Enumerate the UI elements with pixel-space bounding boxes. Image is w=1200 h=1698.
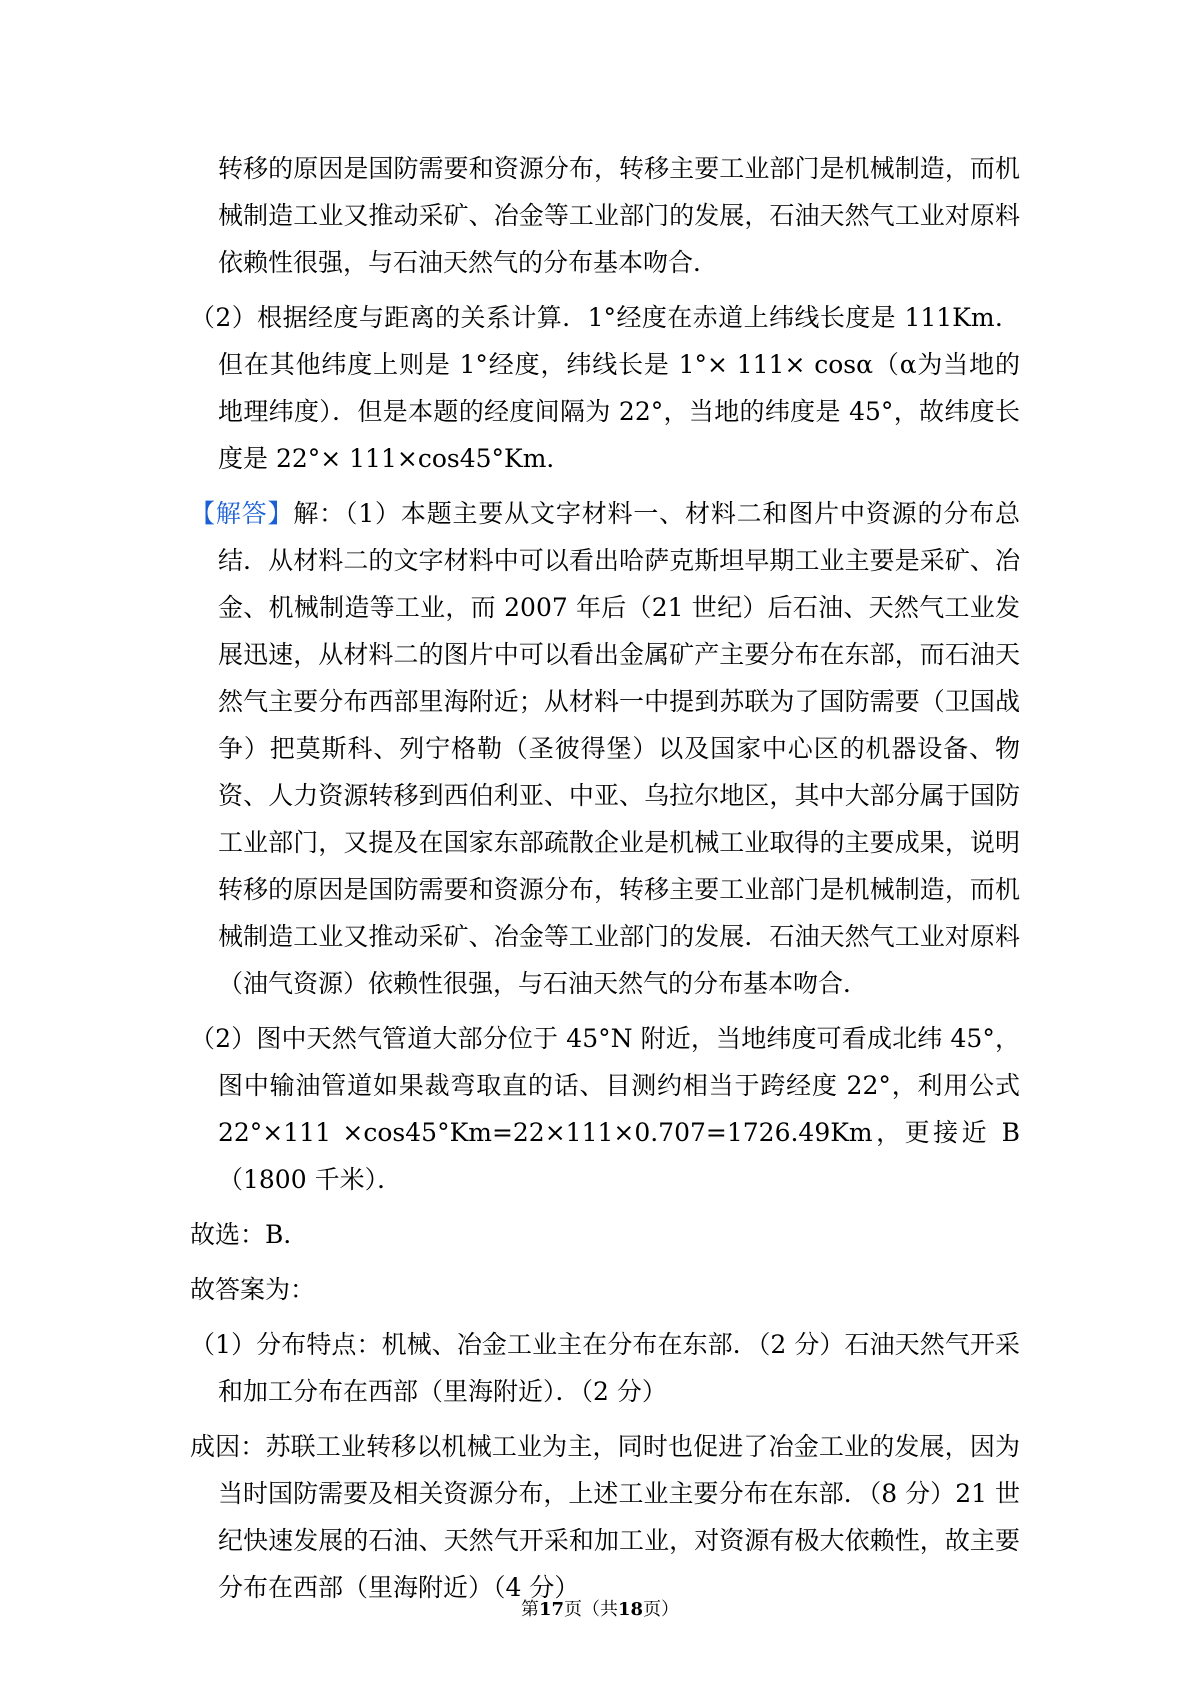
solution-part-1-text: 解：（1）本题主要从文字材料一、材料二和图片中资源的分布总结．从材料二的文字材料中可以看出哈萨克斯坦早期工业主要是采矿、冶金、机械制造等工业，而 2007 年后（21 世纪）后石油、天然气工业发展迅速，从材料二的图片中可以看出金属矿产主要分布在东部，而石油天然气主要分布西部里海附近；从材料一中提到苏联为了国防需要（卫国战争）把莫斯科、列宁格勒（圣彼得堡）以及国家中心区的机器设备、物资、人力资源转移到西伯利亚、中亚、乌拉尔地区，其中大部分属于国防工业部门，又提及在国家东部疏散企业是机械工业取得的主要成果，说明转移的原因是国防需要和资源分布，转移主要工业部门是机械制造，而机械制造工业又推动采矿、冶金等工业部门的发展．石油天然气工业对原料（油气资源）依赖性很强，与石油天然气的分布基本吻合．	[218, 499, 1020, 998]
footer-suffix: 页）	[643, 1599, 680, 1620]
paragraph-answer-heading: 故答案为：	[190, 1275, 316, 1304]
paragraph-solution-part-2: （2）图中天然气管道大部分位于 45°N 附近，当地纬度可看成北纬 45°，图中输油管道如果裁弯取直的话、目测约相当于跨经度 22°，利用公式 22°×111 ×cos45°Km=22×111×0.707=1726.49Km，更接近 B（1800 千米）．	[190, 1024, 1020, 1194]
paragraph-analysis-part-2: （2）根据经度与距离的关系计算．1°经度在赤道上纬线长度是 111Km．但在其他纬度上则是 1°经度，纬线长是 1°× 111× cosα（α为当地的地理纬度）．但是本题的经度间隔为 22°，当地的纬度是 45°，故纬度长度是 22°× 111×cos45°Km．	[190, 303, 1020, 473]
footer-page-number: 17	[538, 1599, 564, 1620]
answer-tag: 【解答】	[190, 499, 294, 528]
paragraph-answer-causes: 成因：苏联工业转移以机械工业为主，同时也促进了冶金工业的发展，因为当时国防需要及相关资源分布，上述工业主要分布在东部．（8 分）21 世纪快速发展的石油、天然气开采和加工业，对资源有极大依赖性，故主要分布在西部（里海附近）（4 分）	[190, 1432, 1020, 1602]
paragraph-answer-part-1: （1）分布特点：机械、冶金工业主在分布在东部．（2 分）石油天然气开采和加工分布在西部（里海附近）．（2 分）	[190, 1330, 1020, 1406]
footer-middle: 页（共	[564, 1599, 618, 1620]
footer-prefix: 第	[520, 1599, 539, 1620]
paragraph-solution-part-1	[190, 490, 1020, 1007]
page-footer	[0, 1598, 1200, 1622]
paragraph-choice: 故选：B．	[190, 1220, 309, 1249]
page-content	[190, 145, 1020, 1611]
paragraph-analysis-continued: 转移的原因是国防需要和资源分布，转移主要工业部门是机械制造，而机械制造工业又推动采矿、冶金等工业部门的发展，石油天然气工业对原料依赖性很强，与石油天然气的分布基本吻合．	[218, 154, 1020, 277]
footer-total-pages: 18	[618, 1599, 644, 1620]
